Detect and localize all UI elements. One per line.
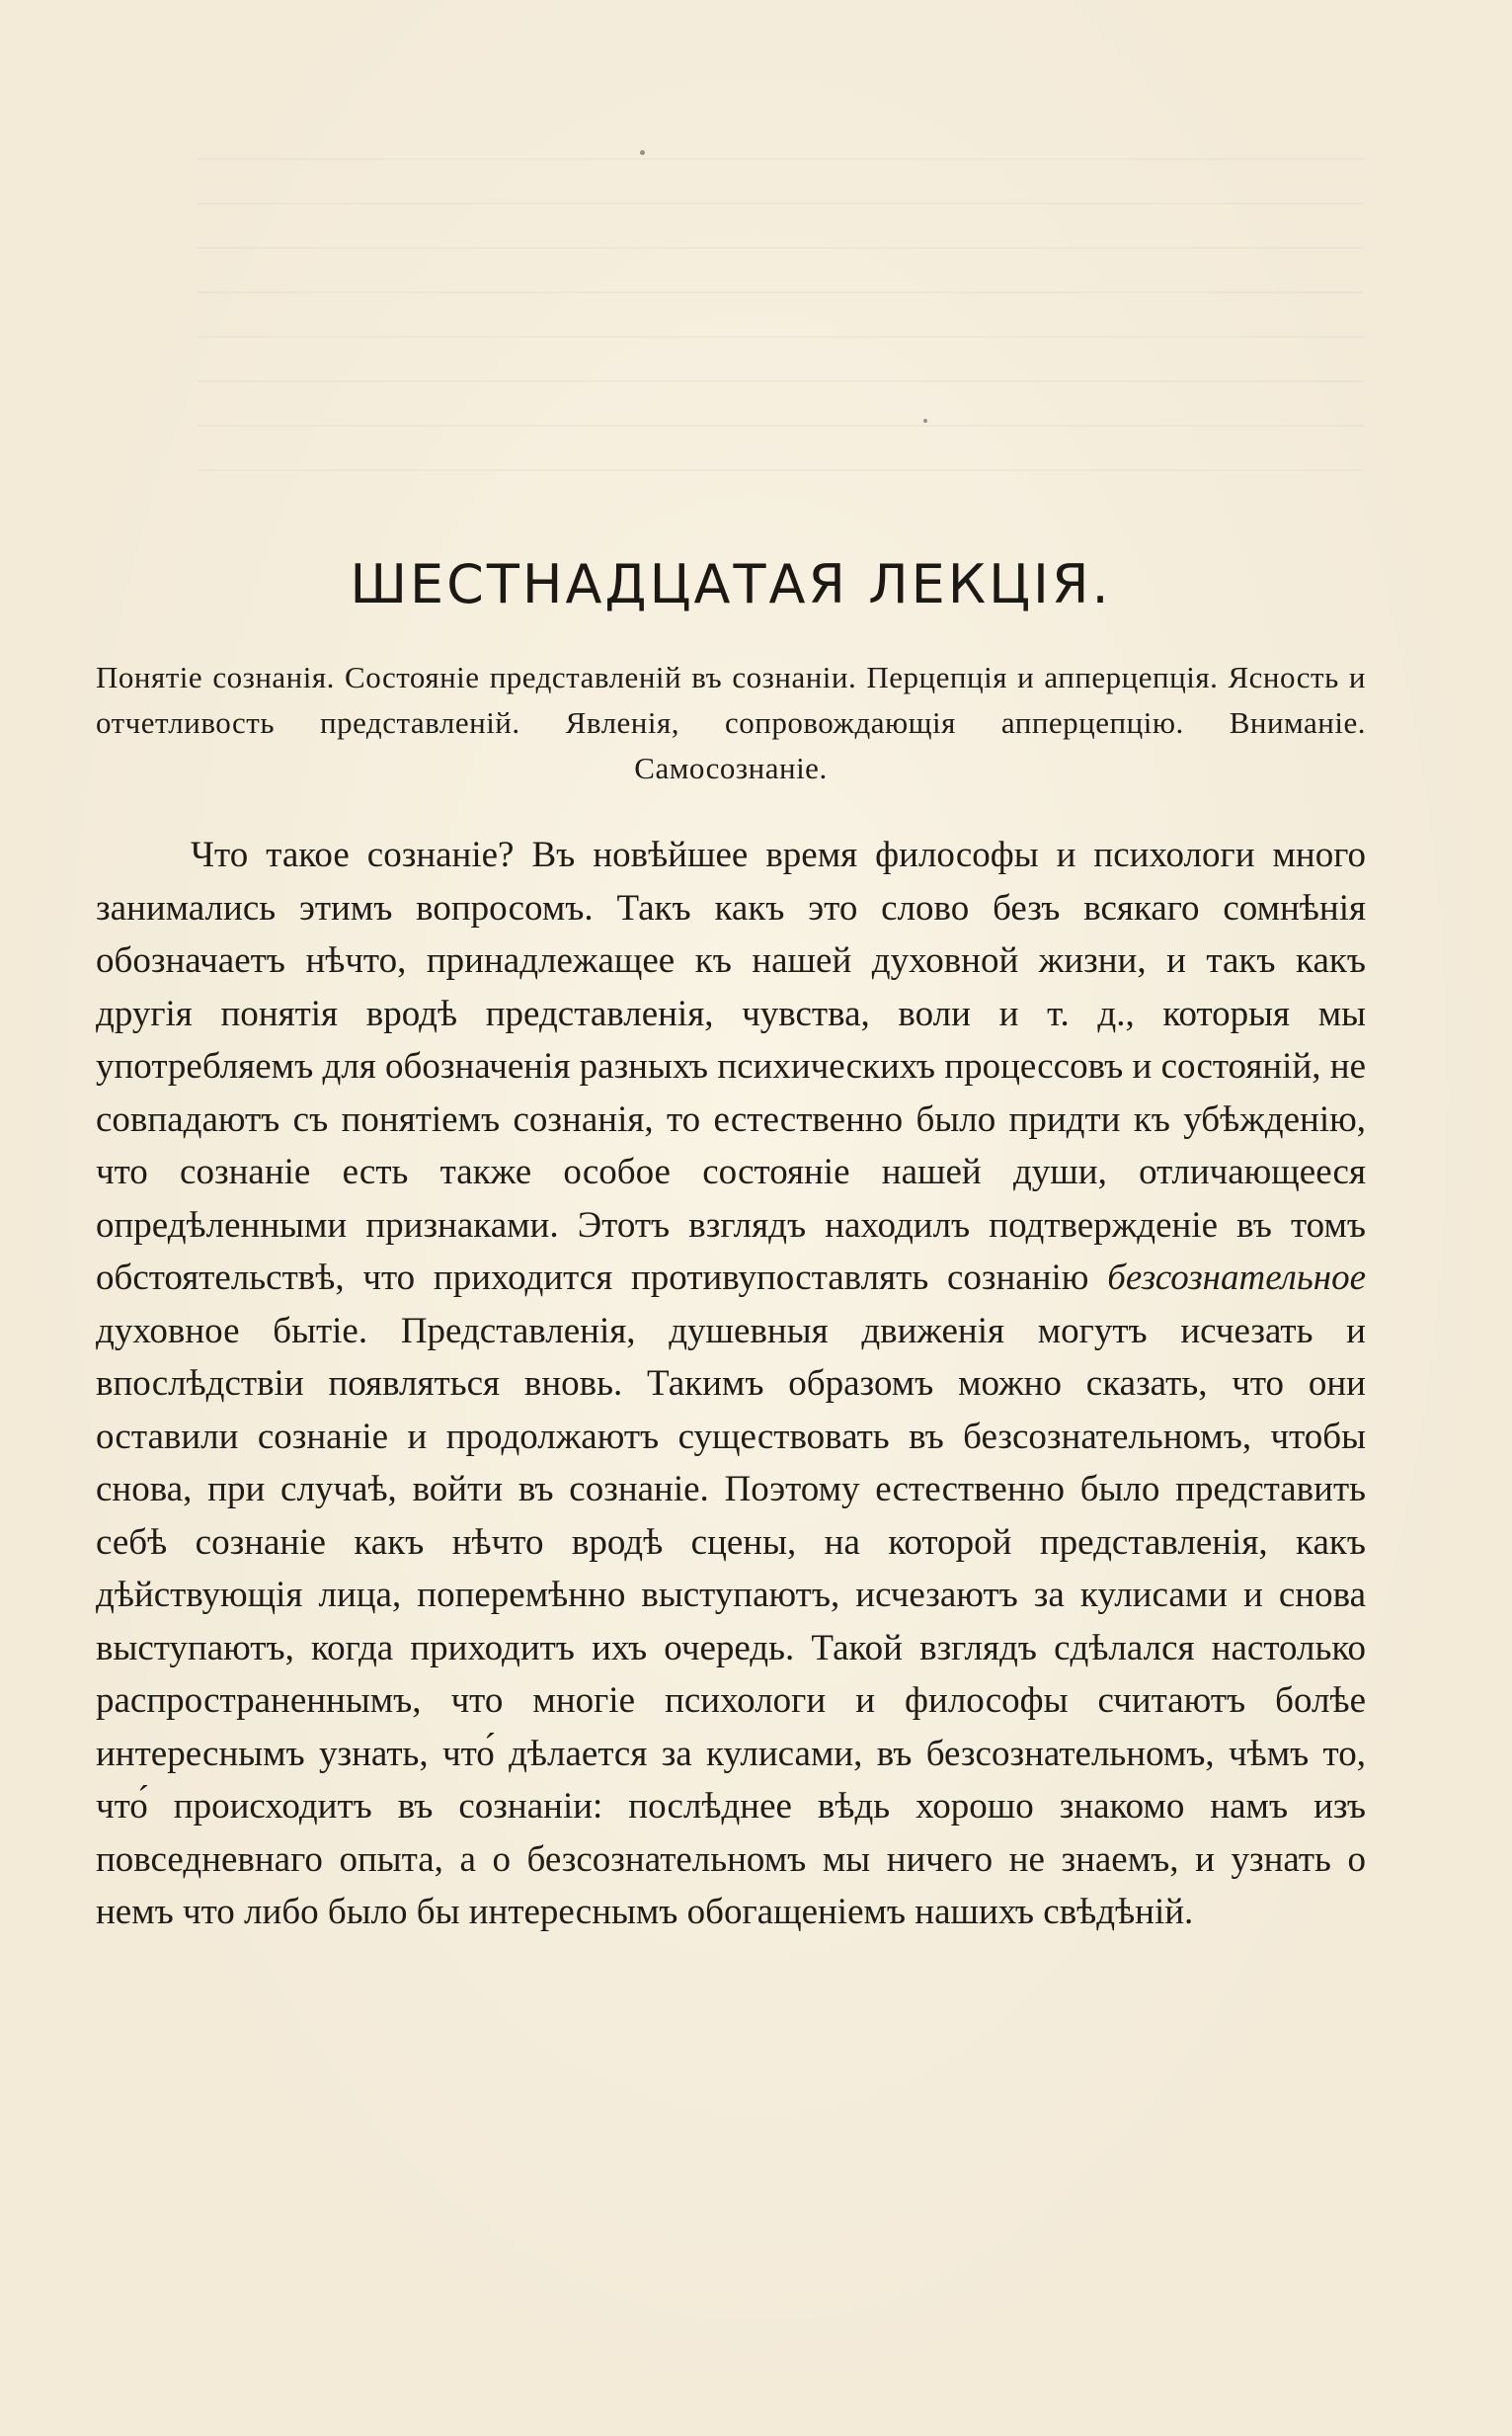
body-text-part-1: Что такое сознаніе? Въ новѣйшее время философы и психологи много занимались этимъ вопросомъ. Такъ какъ это слово безъ всякаго сомнѣнія обозначаетъ нѣчто, принадлежащее къ нашей духовной жизни, и такъ какъ другія понятія вродѣ представленія, чувства, воли и т. д., которыя мы употребляемъ для обозначенія разныхъ психическихъ процессовъ и состояній, не совпадаютъ съ понятіемъ сознанія, то естественно было придти къ убѣжденію, что сознаніе есть также особое состояніе нашей души, отличающееся опредѣленными признаками. Этотъ взглядъ находилъ подтвержденіе въ томъ обстоятельствѣ, что приходится противупоставлять сознанію [96,835,1366,1298]
show-through-line [198,203,1363,204]
show-through-line [198,247,1363,249]
show-through-line [198,158,1363,160]
paper-speck [640,150,645,155]
paper-speck [923,419,927,423]
show-through-line [198,469,1363,471]
emphasized-word: безсознательное [1107,1258,1366,1298]
body-text-part-2: духовное бытіе. Представленія, душевныя движенія могутъ исчезать и впослѣдствіи появляться вновь. Такимъ образомъ можно сказать, что они оставили сознаніе и продолжаютъ существовать въ безсознательномъ, чтобы снова, при случаѣ, войти въ сознаніе. Поэтому естественно было представить себѣ сознаніе какъ нѣчто вродѣ сцены, на которой представленія, какъ дѣйствующія лица, поперемѣнно выступаютъ, исчезаютъ за кулисами и снова выступаютъ, когда приходитъ ихъ очередь. Такой взглядъ сдѣлался настолько распространеннымъ, что многіе психологи и философы считаютъ болѣе интереснымъ узнать, что́ дѣлается за кулисами, въ безсознательномъ, чѣмъ то, что́ происходитъ въ сознаніи: послѣднее вѣдь хорошо знакомо намъ изъ повседневнаго опыта, а о безсознательномъ мы ничего не знаемъ, и узнать о немъ что либо было бы интереснымъ обогащеніемъ нашихъ свѣдѣній. [96,1310,1366,1932]
chapter-summary: Понятіе сознанія. Состояніе представленій въ сознаніи. Перцепція и апперцепція. Ясность и отчетливость представленій. Явленія, сопровождающія апперцепцію. Вниманіе. Самосознаніе. [96,660,1366,785]
chapter-title: ШЕСТНАДЦАТАЯ ЛЕКЦІЯ. [350,553,1112,615]
show-through-line [198,291,1363,293]
show-through-line [198,380,1363,382]
show-through-line [198,425,1363,427]
body-paragraph [96,829,1366,1939]
show-through-line [198,336,1363,338]
page-content [96,553,1366,1939]
